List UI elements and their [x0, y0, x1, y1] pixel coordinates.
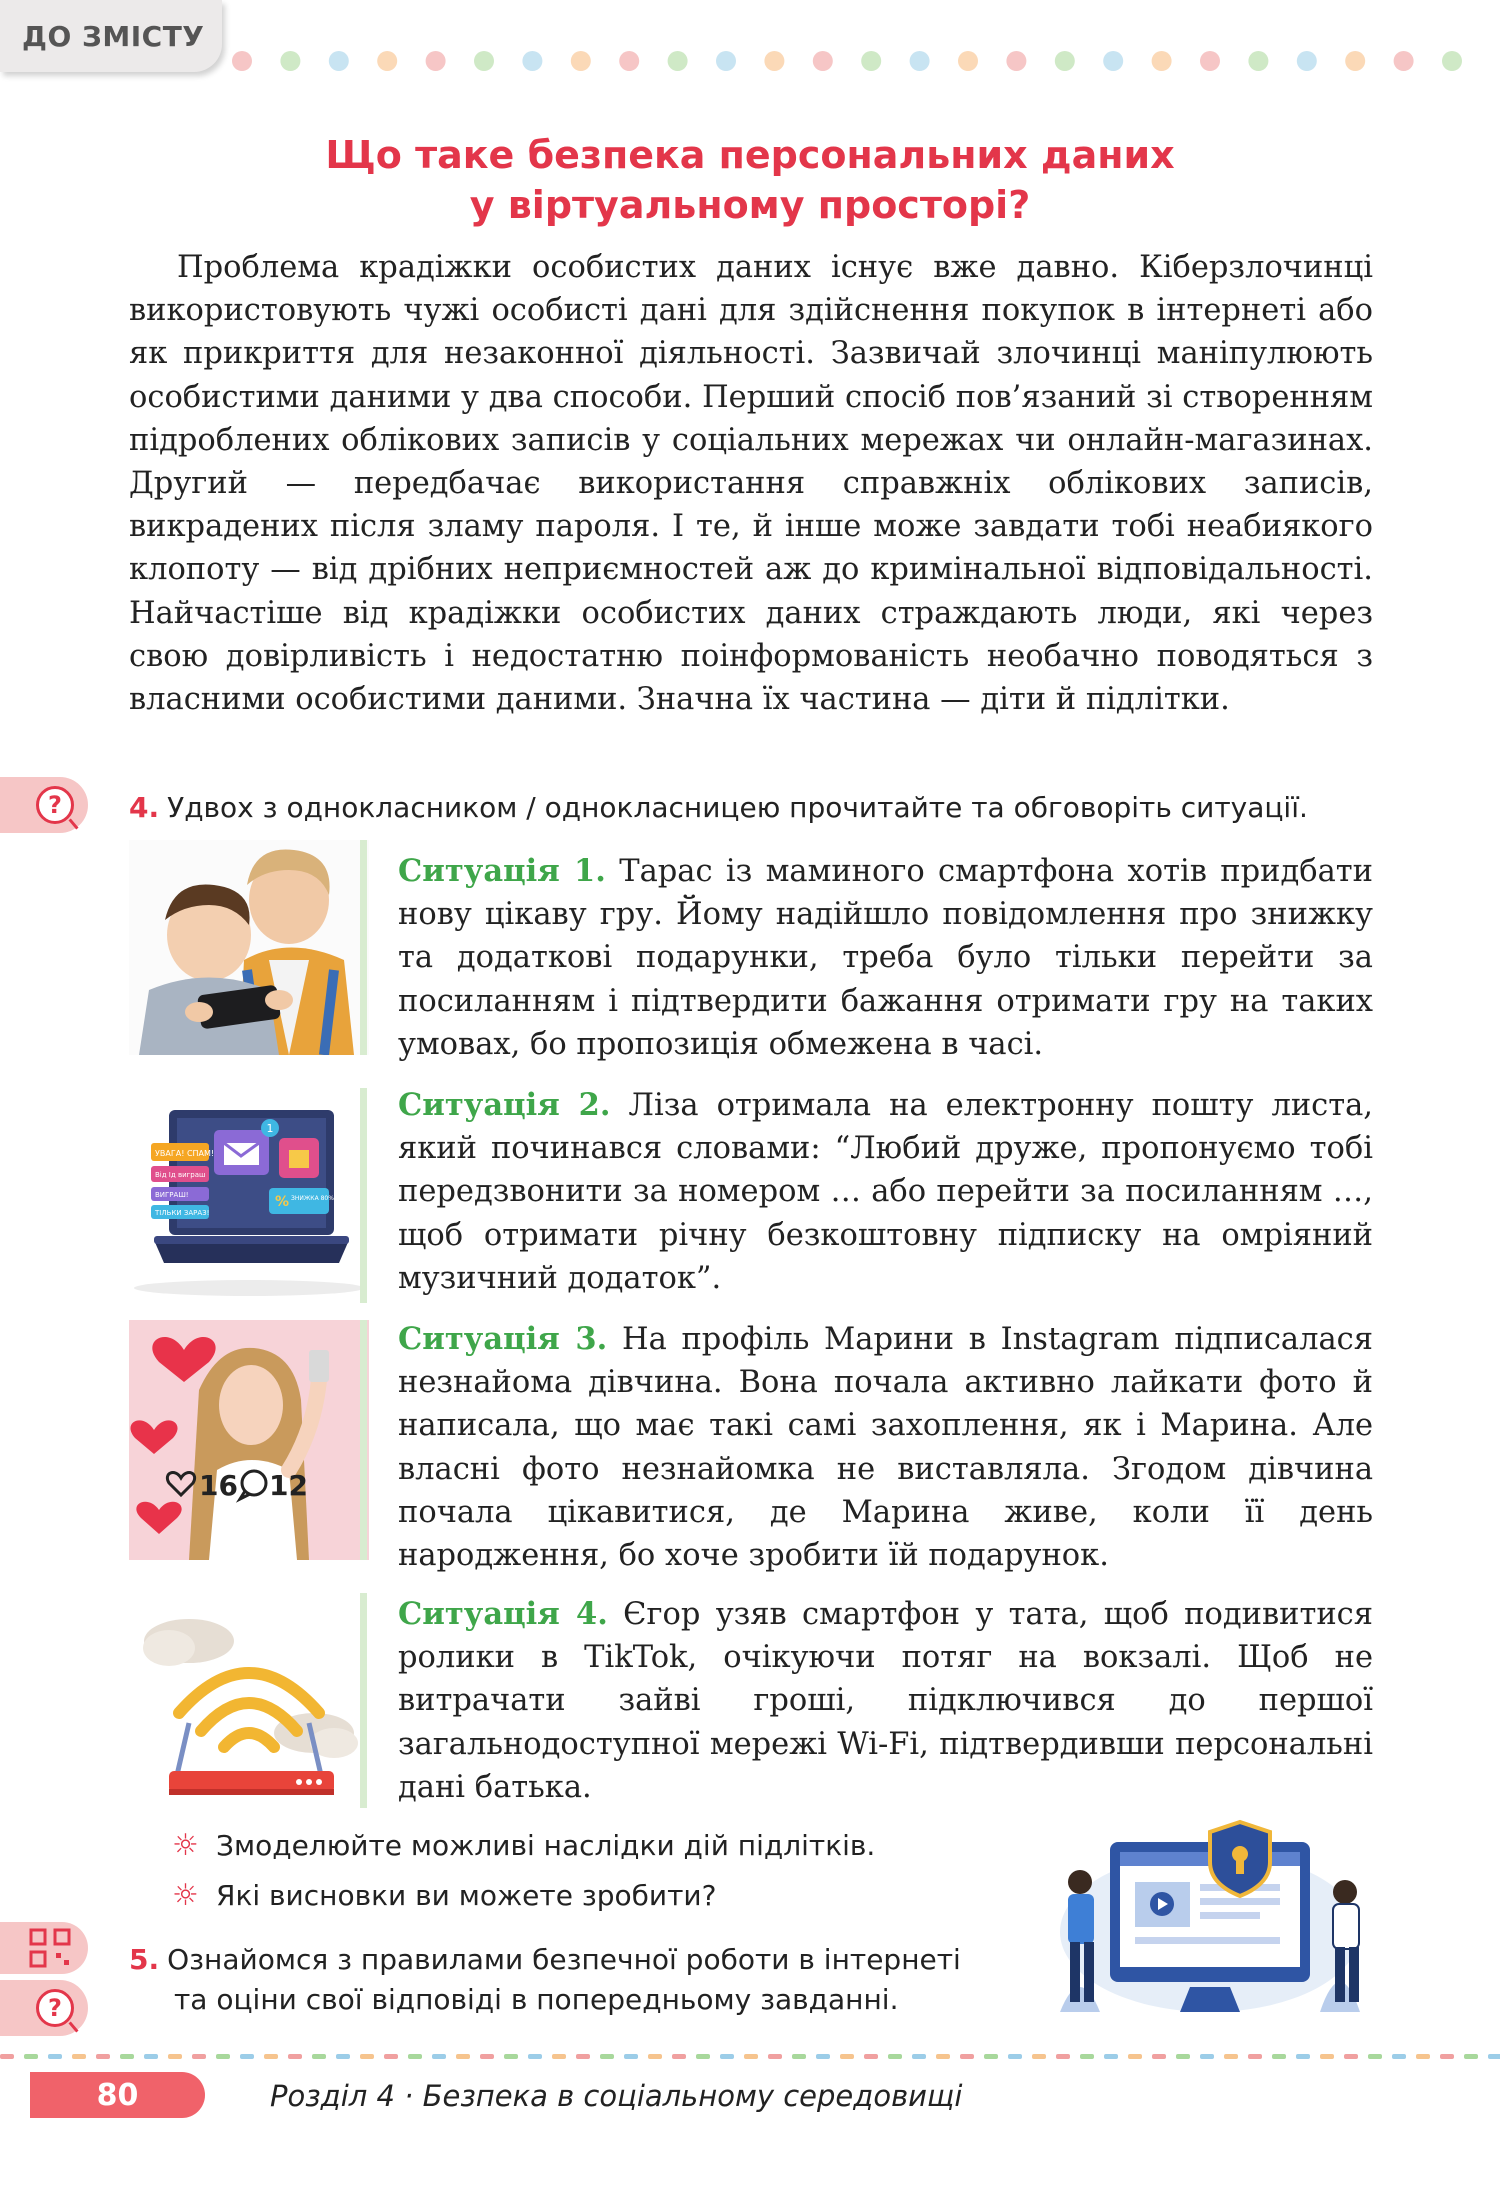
decor-dash: [1104, 2054, 1118, 2059]
decor-dash: [480, 2054, 494, 2059]
decor-dash: [1464, 2054, 1478, 2059]
decor-dot: [1442, 51, 1462, 71]
toc-button-label: ДО ЗМІСТУ: [22, 19, 205, 53]
situation-4-heading: Ситуація 4.: [398, 1596, 608, 1632]
likes-count: 16: [199, 1469, 238, 1502]
decor-dash: [120, 2054, 134, 2059]
decor-dash: [72, 2054, 86, 2059]
situation-3: [398, 1318, 1373, 1577]
decor-dot: [1297, 51, 1317, 71]
decor-dash: [1320, 2054, 1334, 2059]
decor-dot: [232, 51, 252, 71]
bullet-text-1: Змоделюйте можливі наслідки дій підлітків.: [216, 1829, 876, 1862]
decor-dash: [240, 2054, 254, 2059]
top-dots-decoration: [230, 49, 1492, 73]
decor-dot: [619, 51, 639, 71]
decor-dash: [1080, 2054, 1094, 2059]
situation-2-bar: [360, 1088, 367, 1303]
decor-dot: [1006, 51, 1026, 71]
boys-with-phone-image: [129, 840, 369, 1055]
task-5-number: 5.: [129, 1943, 160, 1976]
decor-dash: [696, 2054, 710, 2059]
task-4-number: 4.: [129, 791, 160, 824]
decor-dash: [144, 2054, 158, 2059]
decor-dot: [474, 51, 494, 71]
decor-dot: [861, 51, 881, 71]
sun-bullet-icon: ☼: [172, 1828, 199, 1863]
decor-dash: [984, 2054, 998, 2059]
page-number: 80: [30, 2072, 205, 2118]
decor-dash: [1056, 2054, 1070, 2059]
decor-dash: [1272, 2054, 1286, 2059]
situation-4-text: Єгор узяв смартфон у тата, щоб подивитися ролики в TikTok, очікуючи потяг на вокзалі. Щоб не витрачати зайві гроші, підключився до першої загальнодоступної мережі Wi-Fi, підтвердивши персональні дані батька.: [398, 1597, 1373, 1805]
bottom-dashes-decoration: [0, 2052, 1500, 2062]
decor-dash: [1344, 2054, 1358, 2059]
decor-dot: [280, 51, 300, 71]
decor-dash: [1224, 2054, 1238, 2059]
decor-dot: [910, 51, 930, 71]
qr-tab[interactable]: [0, 1922, 88, 1974]
decor-dot: [1103, 51, 1123, 71]
title-line-2: у віртуальному просторі?: [469, 183, 1031, 227]
intro-paragraph: Проблема крадіжки особистих даних існує вже давно. Кіберзлочинці використовують чужі особисті дані для здійснення покупок в інтернеті або як прикриття для незаконної діяльності. Зазвичай злочинці маніпулюють особистими даними у два способи. Перший спосіб пов’язаний зі створенням підроблених облікових записів у соціальних мережах чи онлайн-магазинах. Другий — передбачає використання справжніх облікових записів, викрадених після зламу пароля. І те, й інше може завдати тобі неабиякого клопоту — від дрібних неприємностей аж до кримінальної відповідальності. Найчастіше від крадіжки особистих даних страждають люди, які через свою довірливість і недостатню поінформованість необачно поводяться з власними особистими даними. Значна їх частина — діти й підлітки.: [129, 250, 1373, 718]
task-4: [129, 788, 1389, 828]
prize-label: ВИГРАШ!: [155, 1191, 189, 1199]
decor-dash: [216, 2054, 230, 2059]
task-5-line-1: Ознайомся з правилами безпечної роботи в інтернеті: [167, 1943, 961, 1976]
svg-text:%: %: [275, 1194, 290, 1210]
bullet-item: [172, 1876, 716, 1916]
decor-dot: [668, 51, 688, 71]
decor-dash: [864, 2054, 878, 2059]
decor-dot: [1200, 51, 1220, 71]
decor-dash: [1200, 2054, 1214, 2059]
decor-dash: [48, 2054, 62, 2059]
decor-dash: [1416, 2054, 1430, 2059]
cta-label: ТІЛЬКИ ЗАРАЗ!: [155, 1209, 210, 1217]
situation-3-bar: [360, 1320, 367, 1560]
decor-dash: [1032, 2054, 1046, 2059]
situation-1-heading: Ситуація 1.: [398, 853, 606, 889]
decor-dot: [522, 51, 542, 71]
question-icon: ?: [36, 1989, 74, 2027]
decor-dash: [192, 2054, 206, 2059]
question-tab[interactable]: [0, 777, 88, 833]
warning-label: УВАГА! СПАМ!: [155, 1149, 215, 1158]
decor-dot: [329, 51, 349, 71]
comments-count: 12: [269, 1469, 308, 1502]
decor-dash: [576, 2054, 590, 2059]
offer-label: Від Ід виграш: [155, 1171, 206, 1179]
section-title: [200, 130, 1300, 230]
bullet-item: [172, 1826, 875, 1866]
situation-1-text: Тарас із маминого смартфона хотів придбати нову цікаву гру. Йому надійшло повідомлення про знижку та додаткові подарунки, треба було тільки перейти за посиланням і підтвердити бажання отримати гру на таких умовах, бо пропозиція обмежена в часі.: [398, 854, 1373, 1062]
wifi-router-image: [129, 1593, 369, 1808]
decor-dash: [504, 2054, 518, 2059]
situation-4: [398, 1593, 1373, 1809]
decor-dash: [624, 2054, 638, 2059]
decor-dash: [1368, 2054, 1382, 2059]
decor-dash: [168, 2054, 182, 2059]
decor-dash: [1176, 2054, 1190, 2059]
task-5: [129, 1940, 1029, 2020]
decor-dash: [1008, 2054, 1022, 2059]
decor-dash: [600, 2054, 614, 2059]
sun-bullet-icon: ☼: [172, 1878, 199, 1913]
decor-dash: [1248, 2054, 1262, 2059]
decor-dot: [716, 51, 736, 71]
title-line-1: Що таке безпека персональних даних: [325, 133, 1175, 177]
question-icon: ?: [36, 786, 74, 824]
decor-dash: [768, 2054, 782, 2059]
decor-dash: [840, 2054, 854, 2059]
girl-selfie-image: [129, 1320, 369, 1560]
decor-dash: [360, 2054, 374, 2059]
notification-badge: 1: [266, 1122, 274, 1135]
decor-dot: [571, 51, 591, 71]
decor-dash: [1488, 2054, 1500, 2059]
decor-dot: [1394, 51, 1414, 71]
decor-dash: [1440, 2054, 1454, 2059]
discount-label: ЗНИЖКА 80% !!!: [291, 1195, 344, 1202]
decor-dot: [1248, 51, 1268, 71]
situation-3-text: На профіль Марини в Instagram підписалася незнайома дівчина. Вона почала активно лайкати фото й написала, що має такі самі захоплення, як і Марина. Але власні фото незнайомка не виставляла. Згодом дівчина почала цікавитися, де Марина живе, коли її день народження, бо хоче зробити їй подарунок.: [398, 1322, 1373, 1574]
decor-dash: [1152, 2054, 1166, 2059]
online-security-illustration: [1040, 1812, 1380, 2027]
laptop-spam-image: [129, 1088, 369, 1303]
decor-dash: [528, 2054, 542, 2059]
decor-dash: [456, 2054, 470, 2059]
decor-dash: [288, 2054, 302, 2059]
decor-dash: [408, 2054, 422, 2059]
toc-button[interactable]: [0, 0, 222, 72]
decor-dot: [764, 51, 784, 71]
decor-dash: [888, 2054, 902, 2059]
decor-dash: [24, 2054, 38, 2059]
situation-1: [398, 850, 1373, 1066]
footer-section-title: Розділ 4 · Безпека в соціальному середовищі: [270, 2079, 963, 2113]
decor-dot: [1152, 51, 1172, 71]
decor-dash: [792, 2054, 806, 2059]
decor-dash: [1128, 2054, 1142, 2059]
question-tab[interactable]: [0, 1980, 88, 2036]
decor-dash: [648, 2054, 662, 2059]
decor-dash: [96, 2054, 110, 2059]
decor-dash: [1296, 2054, 1310, 2059]
decor-dot: [1345, 51, 1365, 71]
decor-dash: [264, 2054, 278, 2059]
decor-dash: [720, 2054, 734, 2059]
qr-code-icon: [28, 1928, 74, 1968]
decor-dash: [1392, 2054, 1406, 2059]
decor-dash: [936, 2054, 950, 2059]
decor-dash: [744, 2054, 758, 2059]
situation-2: [398, 1084, 1373, 1300]
decor-dash: [552, 2054, 566, 2059]
decor-dot: [377, 51, 397, 71]
decor-dash: [672, 2054, 686, 2059]
bullet-text-2: Які висновки ви можете зробити?: [216, 1879, 717, 1912]
decor-dash: [960, 2054, 974, 2059]
situation-2-text: Ліза отримала на електронну пошту листа, який починався словами: “Любий друже, пропонуємо тобі передзвонити за номером … або перейти за посиланням …, щоб отримати річну безкоштовну підписку на омріяний музичний додаток”.: [398, 1088, 1373, 1296]
situation-4-bar: [360, 1593, 367, 1808]
task-4-text: Удвох з однокласником / однокласницею прочитайте та обговоріть ситуації.: [167, 791, 1308, 824]
situation-3-heading: Ситуація 3.: [398, 1321, 608, 1357]
decor-dash: [312, 2054, 326, 2059]
decor-dash: [816, 2054, 830, 2059]
decor-dot: [426, 51, 446, 71]
decor-dot: [958, 51, 978, 71]
decor-dash: [384, 2054, 398, 2059]
task-5-line-2: та оціни свої відповіді в попередньому завданні.: [174, 1983, 899, 2016]
decor-dash: [912, 2054, 926, 2059]
decor-dot: [813, 51, 833, 71]
decor-dash: [336, 2054, 350, 2059]
decor-dot: [1055, 51, 1075, 71]
decor-dash: [0, 2054, 14, 2059]
situation-2-heading: Ситуація 2.: [398, 1087, 611, 1123]
decor-dash: [432, 2054, 446, 2059]
situation-1-bar: [360, 840, 367, 1055]
